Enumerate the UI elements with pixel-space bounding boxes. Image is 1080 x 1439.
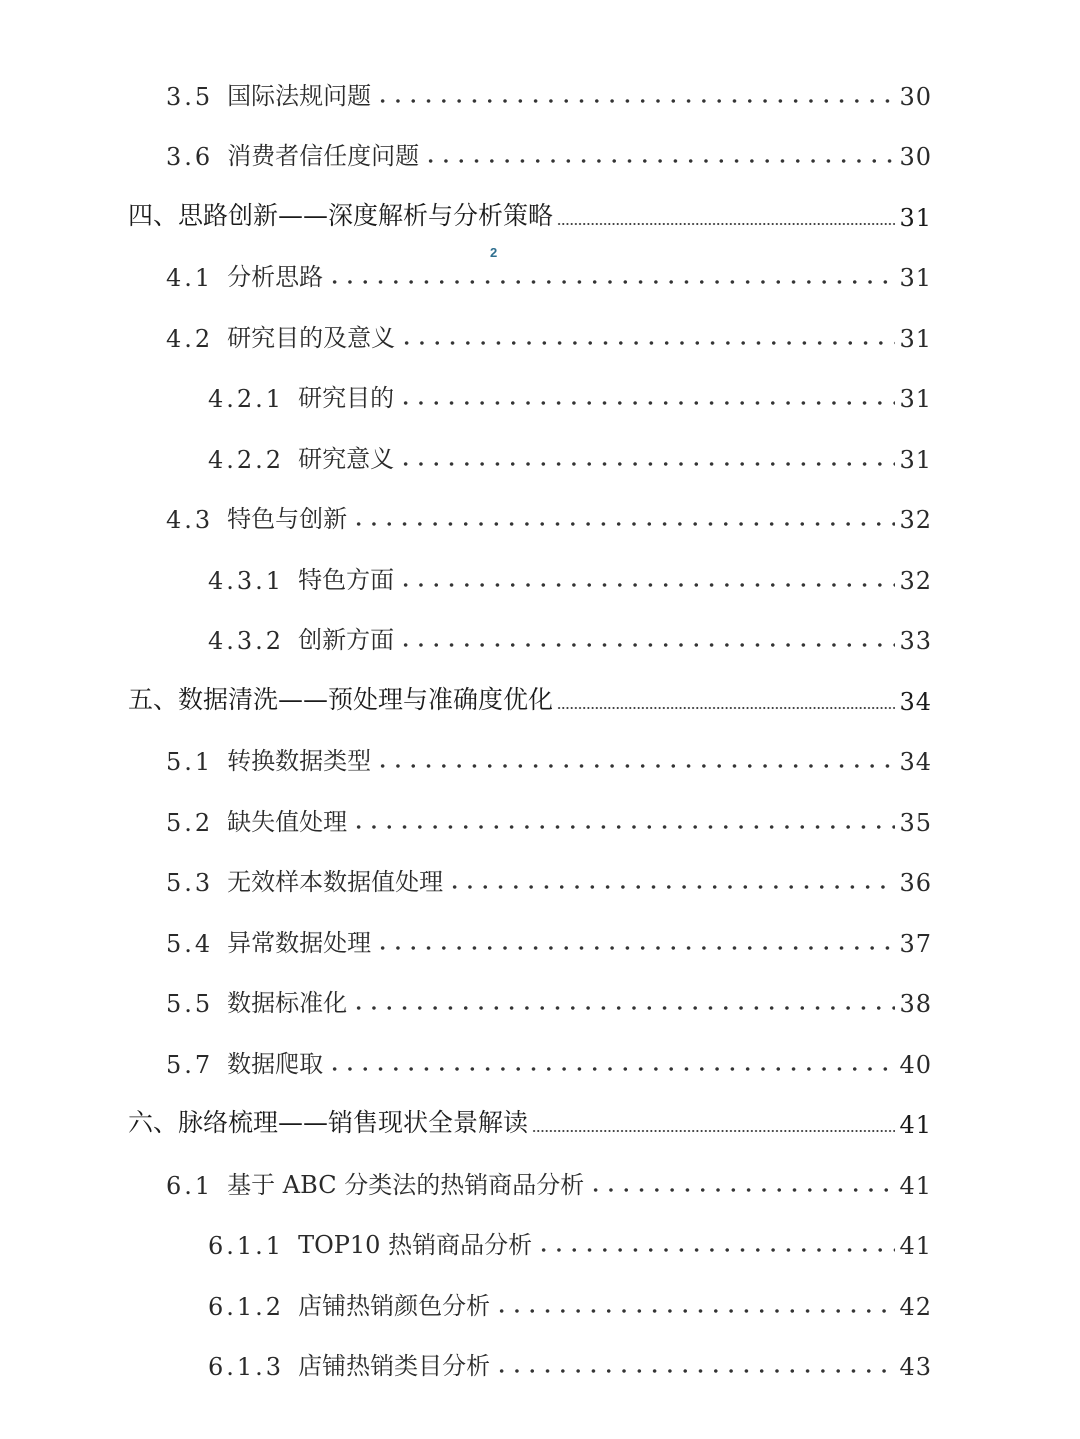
- toc-entry-number: 4.2: [166, 324, 214, 353]
- toc-page-number: 35: [899, 808, 932, 837]
- toc-entry-title: 特色方面: [298, 565, 395, 594]
- toc-dot-leader: [351, 519, 895, 529]
- toc-entry-number: 5.5: [166, 990, 214, 1018]
- toc-entry[interactable]: [0, 730, 1080, 791]
- toc-dot-leader: [375, 96, 895, 106]
- toc-entry[interactable]: [0, 669, 1080, 730]
- toc-entry-title: 研究意义: [298, 444, 395, 473]
- toc-entry-number: 3.5: [166, 82, 214, 111]
- toc-entry[interactable]: [0, 1153, 1080, 1214]
- toc-entry-number: 6.1: [166, 1171, 214, 1200]
- toc-entry[interactable]: [0, 911, 1080, 972]
- toc-page-number: 30: [899, 143, 932, 171]
- toc-entry[interactable]: [0, 548, 1080, 609]
- toc-dot-leader: [557, 705, 895, 711]
- toc-entry-number: 四、: [128, 200, 179, 230]
- toc-page-number: 30: [899, 82, 932, 111]
- toc-entry-title: 数据标准化: [227, 989, 348, 1017]
- toc-entry-number: 5.1: [166, 748, 214, 776]
- toc-entry-title: 店铺热销颜色分析: [298, 1291, 491, 1320]
- page-number-marker: 2: [490, 245, 498, 260]
- toc-dot-leader: [532, 1128, 895, 1134]
- toc-entry[interactable]: [0, 1274, 1080, 1335]
- toc-page-number: 34: [899, 748, 932, 776]
- toc-entry[interactable]: [0, 790, 1080, 851]
- toc-page-number: 33: [899, 627, 932, 655]
- toc-page-number: 41: [899, 1111, 932, 1139]
- toc-entry-number: 4.3.2: [208, 627, 285, 655]
- toc-entry-title: 数据清洗——预处理与准确度优化: [178, 684, 554, 714]
- toc-page-number: 31: [899, 264, 932, 292]
- toc-page-number: 40: [899, 1050, 932, 1079]
- toc-dot-leader: [398, 640, 895, 650]
- toc-entry[interactable]: [0, 367, 1080, 428]
- toc-entry-title: 脉络梳理——销售现状全景解读: [178, 1108, 529, 1137]
- toc-entry-number: 6.1.2: [208, 1292, 285, 1321]
- toc-dot-leader: [327, 1064, 895, 1074]
- toc-entry-number: 4.2.1: [208, 385, 285, 413]
- toc-entry-number: 4.1: [166, 264, 214, 292]
- toc-page-number: 41: [899, 1232, 932, 1260]
- toc-entry-number: 3.6: [166, 143, 214, 171]
- toc-dot-leader: [494, 1306, 895, 1316]
- toc-entry-title: 研究目的: [298, 384, 395, 412]
- toc-dot-leader: [536, 1245, 895, 1255]
- toc-entry-title: 国际法规问题: [227, 81, 372, 110]
- toc-page-number: 38: [899, 990, 932, 1018]
- toc-entry-number: 5.4: [166, 929, 214, 958]
- toc-dot-leader: [398, 580, 895, 590]
- toc-dot-leader: [375, 943, 895, 953]
- toc-entry[interactable]: [0, 1032, 1080, 1093]
- toc-entry-number: 5.3: [166, 869, 214, 897]
- toc-entry[interactable]: [0, 306, 1080, 367]
- toc-entry[interactable]: [0, 488, 1080, 549]
- toc-entry[interactable]: [0, 1093, 1080, 1154]
- toc-entry-number: 5.7: [166, 1050, 214, 1079]
- toc-page-number: 37: [899, 929, 932, 958]
- toc-page-number: 43: [899, 1353, 932, 1381]
- toc-dot-leader: [375, 761, 895, 771]
- toc-entry[interactable]: [0, 1214, 1080, 1275]
- toc-entry-title: 特色与创新: [227, 505, 348, 533]
- toc-page-number: 34: [899, 687, 932, 716]
- toc-dot-leader: [557, 221, 895, 227]
- toc-page-number: 32: [899, 566, 932, 595]
- toc-entry-title: 研究目的及意义: [227, 323, 396, 352]
- toc-dot-leader: [399, 338, 895, 348]
- toc-entry-number: 4.2.2: [208, 445, 285, 474]
- toc-entry-title: 分析思路: [227, 263, 324, 291]
- toc-dot-leader: [423, 156, 895, 166]
- toc-dot-leader: [327, 277, 895, 287]
- toc-entry-number: 6.1.3: [208, 1353, 285, 1381]
- toc-page-number: 31: [899, 203, 932, 232]
- toc-dot-leader: [447, 882, 895, 892]
- toc-entry-title: TOP10 热销商品分析: [298, 1231, 533, 1259]
- toc-page-number: 32: [899, 506, 932, 534]
- toc-entry[interactable]: [0, 64, 1080, 125]
- toc-entry[interactable]: [0, 972, 1080, 1033]
- toc-dot-leader: [398, 459, 895, 469]
- toc-dot-leader: [588, 1185, 895, 1195]
- toc-entry[interactable]: [0, 1335, 1080, 1396]
- toc-entry[interactable]: [0, 125, 1080, 186]
- toc-page-number: 31: [899, 385, 932, 413]
- toc-entry-number: 六、: [128, 1108, 179, 1137]
- toc-entry[interactable]: [0, 427, 1080, 488]
- toc-dot-leader: [351, 822, 895, 832]
- toc-entry[interactable]: [0, 246, 1080, 307]
- toc-entry-number: 6.1.1: [208, 1232, 285, 1260]
- toc-page-number: 41: [899, 1171, 932, 1200]
- toc-page-number: 31: [899, 445, 932, 474]
- toc-dot-leader: [494, 1366, 895, 1376]
- toc-entry[interactable]: [0, 851, 1080, 912]
- toc-entry-title: 数据爬取: [227, 1049, 324, 1078]
- toc-entry-title: 消费者信任度问题: [227, 142, 420, 170]
- toc-dot-leader: [398, 398, 895, 408]
- toc-entry-title: 无效样本数据值处理: [227, 868, 444, 896]
- toc-page-number: 36: [899, 869, 932, 897]
- toc-entry-number: 4.3: [166, 506, 214, 534]
- toc-entry-title: 缺失值处理: [227, 807, 348, 836]
- toc-entry-title: 思路创新——深度解析与分析策略: [178, 200, 554, 230]
- toc-entry-number: 4.3.1: [208, 566, 285, 595]
- toc-page-number: 42: [899, 1292, 932, 1321]
- toc-page-number: 31: [899, 324, 932, 353]
- toc-entry-number: 5.2: [166, 808, 214, 837]
- toc-entry-title: 店铺热销类目分析: [298, 1352, 491, 1380]
- toc-entry-title: 异常数据处理: [227, 928, 372, 957]
- toc-entry-title: 转换数据类型: [227, 747, 372, 775]
- toc-dot-leader: [351, 1003, 895, 1013]
- toc-entry[interactable]: [0, 185, 1080, 246]
- toc-entry-number: 五、: [128, 684, 179, 714]
- toc-entry[interactable]: [0, 609, 1080, 670]
- toc-entry-title: 创新方面: [298, 626, 395, 654]
- table-of-contents: [0, 64, 1080, 1395]
- toc-entry-title: 基于 ABC 分类法的热销商品分析: [227, 1170, 585, 1199]
